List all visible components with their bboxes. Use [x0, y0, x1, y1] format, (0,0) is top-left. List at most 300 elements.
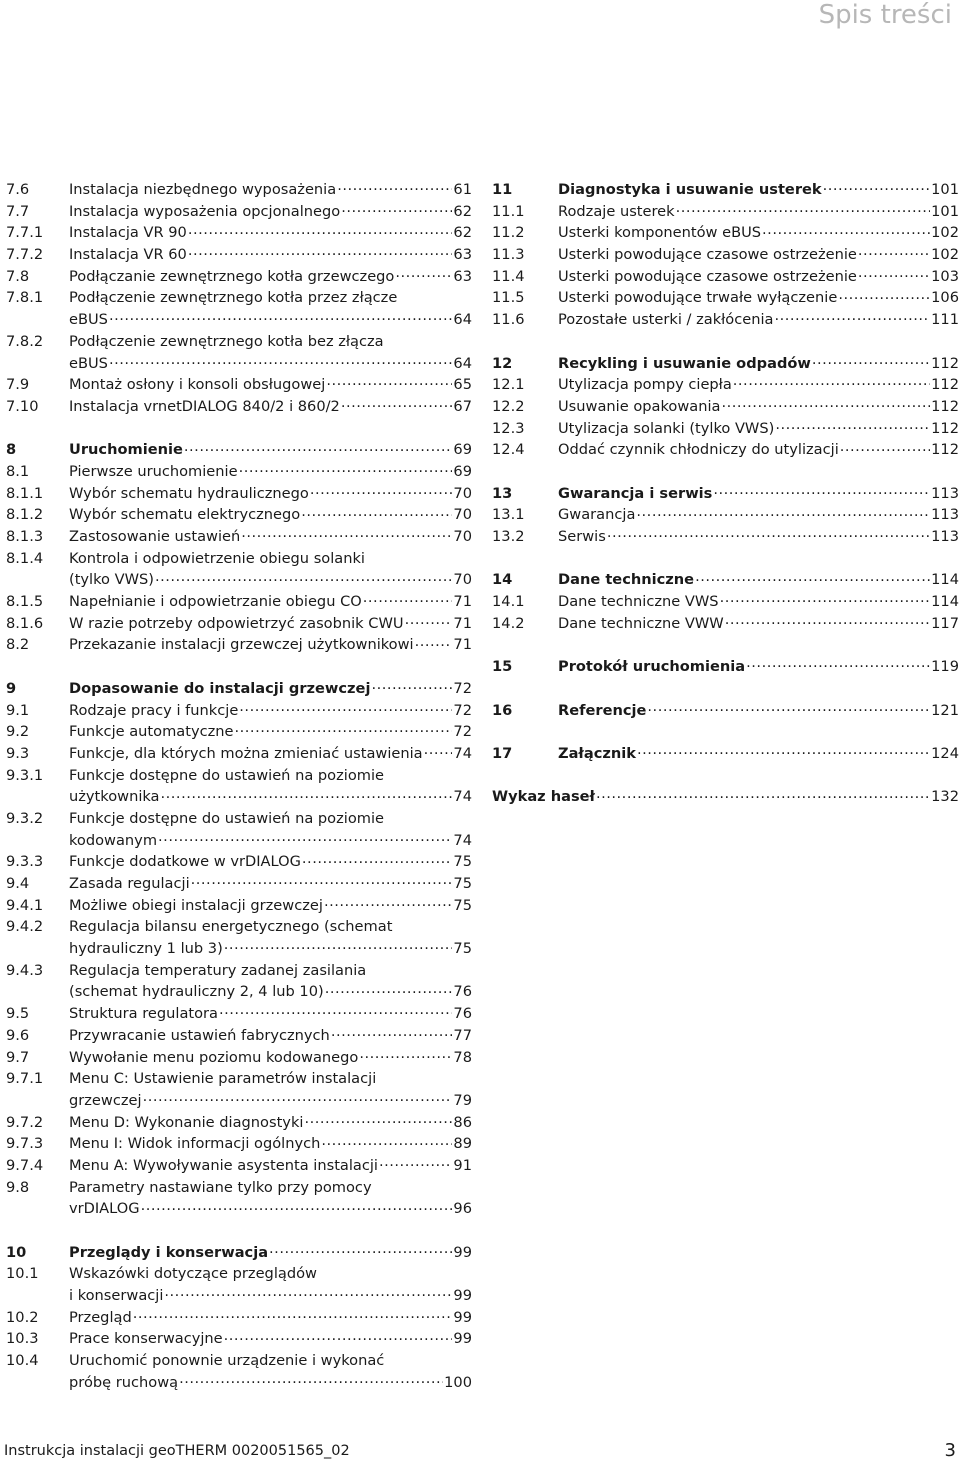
toc-entry-title: i konserwacji [69, 1287, 164, 1305]
toc-entry-continuation[interactable] [6, 353, 472, 375]
toc-entry-number: 9.7 [6, 1048, 30, 1066]
toc-entry-title: Funkcje dodatkowe w vrDIALOG [69, 853, 301, 871]
toc-entry-number: 9.5 [6, 1005, 30, 1023]
toc-entry-title: Napełnianie i odpowietrzanie obiegu CO [69, 593, 362, 611]
toc-entry-title: Wybór schematu elektrycznego [69, 506, 301, 524]
toc-dot-leader [725, 614, 930, 628]
toc-entry-title: Możliwe obiegi instalacji grzewczej [69, 896, 323, 914]
toc-entry-number: 9.3 [6, 744, 30, 762]
toc-entry-page: 65 [453, 376, 472, 394]
toc-entry-title: Struktura regulatora [69, 1005, 219, 1023]
toc-entry-page: 79 [453, 1091, 472, 1109]
toc-entry[interactable] [6, 808, 472, 830]
toc-entry-title: vrDIALOG [69, 1200, 140, 1218]
toc-entry-number: 7.7 [6, 202, 30, 220]
toc-entry-title: Instalacja VR 60 [69, 246, 187, 264]
toc-entry-title: Montaż osłony i konsoli obsługowej [69, 376, 326, 394]
toc-entry[interactable] [6, 1350, 472, 1372]
toc-entry-title: Przeglądy i konserwacja [69, 1243, 269, 1261]
toc-dot-leader [321, 1134, 452, 1148]
toc-entry-number: 11.6 [492, 311, 525, 329]
toc-entry-number: 11.5 [492, 289, 525, 307]
toc-dot-leader [219, 1004, 452, 1018]
toc-entry[interactable] [6, 634, 472, 656]
toc-dot-leader [184, 440, 453, 454]
toc-dot-leader [341, 397, 453, 411]
toc-entry[interactable] [6, 483, 472, 505]
toc-entry-page: 69 [453, 462, 472, 480]
toc-entry[interactable] [6, 1307, 472, 1329]
toc-dot-leader [746, 657, 930, 671]
toc-entry-title: Dane techniczne VWS [558, 593, 719, 611]
toc-dot-leader [415, 635, 453, 649]
toc-dot-leader [188, 245, 453, 259]
toc-dot-leader [224, 1329, 453, 1343]
toc-entry-title: Utylizacja pompy ciepła [558, 376, 732, 394]
toc-entry-continuation[interactable] [6, 786, 472, 808]
toc-dot-leader [141, 1199, 453, 1213]
toc-entry-title: Parametry nastawiane tylko przy pomocy [69, 1178, 372, 1196]
toc-entry-page: 63 [453, 267, 472, 285]
toc-entry-title: Menu C: Ustawienie parametrów instalacji [69, 1070, 377, 1088]
toc-entry[interactable] [6, 504, 472, 526]
toc-entry-number: 7.8.2 [6, 332, 44, 350]
toc-entry-title: Menu D: Wykonanie diagnostyki [69, 1113, 304, 1131]
toc-entry-number: 10 [6, 1243, 27, 1261]
toc-dot-leader [395, 267, 452, 281]
toc-entry[interactable] [6, 591, 472, 613]
toc-entry[interactable] [6, 1177, 472, 1199]
toc-entry[interactable] [492, 526, 959, 548]
toc-entry-title: Przegląd [69, 1308, 132, 1326]
toc-dot-leader [379, 1156, 452, 1170]
toc-entry-number: 9.4.3 [6, 961, 44, 979]
toc-chapter-entry[interactable] [492, 743, 959, 765]
toc-dot-leader [607, 527, 930, 541]
toc-entry[interactable] [6, 721, 472, 743]
toc-dot-leader [775, 419, 930, 433]
toc-dot-leader [301, 505, 452, 519]
toc-entry-page: 121 [931, 701, 959, 719]
toc-entry[interactable] [492, 418, 959, 440]
toc-entry-number: 7.7.1 [6, 224, 44, 242]
toc-entry-page: 71 [453, 636, 472, 654]
toc-entry-number: 9.7.1 [6, 1070, 44, 1088]
toc-entry[interactable] [492, 504, 959, 526]
toc-entry-title: Instalacja vrnetDIALOG 840/2 i 860/2 [69, 397, 340, 415]
toc-entry-page: 75 [453, 853, 472, 871]
toc-entry-page: 69 [453, 441, 472, 459]
toc-entry-title: Uruchomić ponownie urządzenie i wykonać [69, 1352, 385, 1370]
toc-entry-title: Podłączanie zewnętrznego kotła grzewczego [69, 267, 395, 285]
toc-entry-title: Funkcje automatyczne [69, 723, 234, 741]
toc-entry[interactable] [6, 700, 472, 722]
toc-dot-leader [109, 310, 452, 324]
toc-entry-page: 119 [931, 658, 959, 676]
toc-entry-number: 13.1 [492, 506, 525, 524]
toc-entry-number: 7.7.2 [6, 246, 44, 264]
toc-entry-number: 15 [492, 658, 513, 676]
toc-entry-number: 9.1 [6, 701, 30, 719]
toc-entry-page: 112 [931, 419, 959, 437]
toc-dot-leader [179, 1373, 443, 1387]
toc-entry-number: 11.3 [492, 246, 525, 264]
toc-entry[interactable] [6, 1003, 472, 1025]
toc-entry-continuation[interactable] [6, 569, 472, 591]
toc-entry-title: próbę ruchową [69, 1373, 179, 1391]
toc-dot-leader [224, 939, 453, 953]
toc-dot-leader [733, 375, 930, 389]
toc-entry-title: Wskazówki dotyczące przeglądów [69, 1265, 317, 1283]
toc-entry-title: użytkownika [69, 788, 160, 806]
toc-entry-page: 76 [453, 1005, 472, 1023]
toc-dot-leader [812, 354, 930, 368]
toc-entry-continuation[interactable] [6, 938, 472, 960]
toc-chapter-entry[interactable] [492, 353, 959, 375]
toc-entry-page: 71 [453, 593, 472, 611]
toc-entry-page: 102 [931, 224, 959, 242]
toc-dot-leader [858, 245, 930, 259]
toc-entry[interactable] [6, 1155, 472, 1177]
toc-entry-page: 103 [931, 267, 959, 285]
toc-entry-number: 9.4.1 [6, 896, 44, 914]
toc-dot-leader [363, 592, 453, 606]
toc-dot-leader [647, 701, 930, 715]
toc-entry-number: 8.2 [6, 636, 30, 654]
toc-entry-title: Rodzaje usterek [558, 202, 675, 220]
toc-dot-leader [840, 440, 930, 454]
toc-entry-page: 112 [931, 354, 959, 372]
toc-entry-continuation[interactable] [6, 309, 472, 331]
toc-entry-page: 114 [931, 593, 959, 611]
toc-entry-title: Wywołanie menu poziomu kodowanego [69, 1048, 359, 1066]
toc-entry-title: Recykling i usuwanie odpadów [558, 354, 811, 372]
toc-entry-title: Podłączenie zewnętrznego kotła bez złącza [69, 332, 384, 350]
toc-entry-number: 8.1.1 [6, 484, 44, 502]
toc-entry-page: 64 [453, 311, 472, 329]
toc-entry-page: 89 [453, 1135, 472, 1153]
toc-entry-number: 11 [492, 181, 513, 198]
toc-entry-page: 99 [453, 1330, 472, 1348]
toc-entry[interactable] [492, 396, 959, 418]
toc-entry[interactable] [492, 613, 959, 635]
toc-entry-number: 11.2 [492, 224, 525, 242]
toc-entry-number: 9.3.1 [6, 766, 44, 784]
toc-entry-page: 63 [453, 246, 472, 264]
toc-entry-continuation[interactable] [6, 1285, 472, 1307]
toc-dot-leader [241, 527, 452, 541]
toc-entry-title: (schemat hydrauliczny 2, 4 lub 10) [69, 983, 324, 1001]
toc-entry-title: Rodzaje pracy i funkcje [69, 701, 239, 719]
toc-entry-title: Zastosowanie ustawień [69, 528, 241, 545]
toc-entry-title: Menu A: Wywoływanie asystenta instalacji [69, 1156, 378, 1174]
toc-entry-page: 114 [931, 571, 959, 589]
toc-entry[interactable] [6, 1112, 472, 1134]
toc-entry[interactable] [492, 374, 959, 396]
toc-entry-title: Wykaz haseł [492, 788, 595, 806]
toc-dot-leader [304, 1113, 452, 1127]
toc-dot-leader [133, 1308, 453, 1322]
toc-entry-title: Podłączenie zewnętrznego kotła przez złącze [69, 289, 398, 307]
toc-chapter-entry[interactable] [492, 483, 959, 505]
toc-entry-page: 113 [931, 506, 959, 524]
toc-entry[interactable] [6, 1133, 472, 1155]
toc-entry[interactable] [492, 287, 959, 309]
toc-entry-number: 14.2 [492, 614, 525, 632]
toc-entry-number: 8.1.4 [6, 549, 44, 567]
toc-entry-number: 9.3.2 [6, 809, 44, 827]
toc-entry-number: 12.4 [492, 441, 525, 459]
toc-entry[interactable] [6, 1328, 472, 1350]
toc-entry[interactable] [6, 765, 472, 787]
toc-entry[interactable] [492, 309, 959, 331]
toc-dot-leader [359, 1048, 452, 1062]
toc-entry-title: Pierwsze uruchomienie [69, 462, 238, 480]
toc-dot-leader [164, 1286, 452, 1300]
toc-dot-leader [158, 831, 452, 845]
toc-entry-number: 12 [492, 354, 513, 372]
toc-chapter-entry[interactable] [6, 1242, 472, 1264]
toc-entry-number: 9.7.3 [6, 1135, 44, 1153]
toc-entry-number: 9.7.2 [6, 1113, 44, 1131]
toc-entry-number: 14.1 [492, 593, 525, 611]
toc-entry-title: (tylko VWS) [69, 571, 154, 589]
toc-entry-title: Protokół uruchomienia [558, 658, 746, 676]
toc-entry-number: 12.3 [492, 419, 525, 437]
toc-entry-number: 7.8 [6, 267, 30, 285]
toc-entry-page: 61 [453, 181, 472, 198]
toc-entry-page: 99 [453, 1287, 472, 1305]
toc-dot-leader [720, 592, 931, 606]
toc-entry[interactable] [6, 613, 472, 635]
toc-entry[interactable] [492, 201, 959, 223]
toc-entry[interactable] [6, 526, 472, 548]
toc-entry[interactable] [6, 916, 472, 938]
toc-dot-leader [324, 896, 452, 910]
toc-entry-page: 96 [453, 1200, 472, 1218]
toc-entry-page: 78 [453, 1048, 472, 1066]
toc-entry-number: 10.3 [6, 1330, 39, 1348]
toc-dot-leader [302, 852, 453, 866]
toc-dot-leader [331, 1026, 453, 1040]
toc-entry-number: 10.1 [6, 1265, 39, 1283]
toc-dot-leader [337, 180, 452, 194]
toc-dot-leader [721, 397, 930, 411]
toc-entry-page: 67 [453, 397, 472, 415]
toc-entry-number: 10.4 [6, 1352, 39, 1370]
toc-entry-title: grzewczej [69, 1091, 142, 1109]
toc-entry-continuation[interactable] [6, 830, 472, 852]
toc-entry[interactable] [6, 331, 472, 353]
toc-entry-title: Usterki powodujące czasowe ostrzeżenie [558, 246, 857, 264]
toc-entry-title: Serwis [558, 528, 606, 545]
toc-entry-title: Funkcje dostępne do ustawień na poziomie [69, 766, 384, 784]
toc-entry-title: Usterki powodujące trwałe wyłączenie [558, 289, 838, 307]
toc-dot-leader [596, 787, 930, 801]
toc-entry-title: kodowanym [69, 831, 158, 849]
toc-dot-leader [838, 288, 930, 302]
toc-entry[interactable] [6, 1263, 472, 1285]
toc-chapter-entry[interactable] [6, 678, 472, 700]
toc-entry[interactable] [6, 548, 472, 570]
footer-page-number: 3 [944, 1440, 956, 1461]
toc-dot-leader [424, 744, 453, 758]
toc-dot-leader [695, 570, 930, 584]
toc-entry[interactable] [6, 960, 472, 982]
toc-chapter-entry[interactable] [492, 700, 959, 722]
toc-entry[interactable] [492, 222, 959, 244]
toc-entry-page: 62 [453, 224, 472, 242]
toc-dot-leader [143, 1091, 453, 1105]
toc-entry-number: 7.9 [6, 376, 30, 394]
toc-entry[interactable] [6, 873, 472, 895]
toc-entry-number: 9 [6, 679, 17, 697]
toc-entry-page: 102 [931, 246, 959, 264]
toc-entry-number: 13 [492, 484, 513, 502]
toc-entry-continuation[interactable] [6, 1198, 472, 1220]
toc-dot-leader [239, 701, 452, 715]
toc-entry-page: 124 [931, 744, 959, 762]
toc-dot-leader [637, 744, 930, 758]
toc-entry[interactable] [6, 1025, 472, 1047]
toc-entry-number: 12.2 [492, 397, 525, 415]
toc-entry-continuation[interactable] [6, 981, 472, 1003]
toc-entry-number: 11.4 [492, 267, 525, 285]
toc-entry-title: Regulacja temperatury zadanej zasilania [69, 961, 367, 979]
toc-entry[interactable] [492, 244, 959, 266]
toc-entry-number: 8.1.3 [6, 528, 44, 545]
toc-entry-number: 9.7.4 [6, 1156, 44, 1174]
toc-entry-title: Dane techniczne VWW [558, 614, 724, 632]
toc-chapter-entry[interactable] [492, 569, 959, 591]
toc-chapter-entry[interactable] [492, 656, 959, 678]
toc-entry-title: Regulacja bilansu energetycznego (schemat [69, 918, 393, 936]
toc-entry-number: 7.6 [6, 181, 30, 198]
toc-chapter-entry[interactable] [492, 179, 959, 201]
toc-entry[interactable] [6, 201, 472, 223]
toc-entry-number: 9.4 [6, 875, 30, 892]
toc-entry-continuation[interactable] [6, 1372, 472, 1394]
toc-entry[interactable] [6, 287, 472, 309]
toc-entry-page: 74 [453, 831, 472, 849]
toc-entry[interactable] [6, 743, 472, 765]
toc-entry-page: 72 [453, 679, 472, 697]
toc-entry-title: Gwarancja [558, 506, 636, 524]
toc-entry-title: Referencje [558, 701, 647, 719]
toc-dot-leader [774, 310, 930, 324]
toc-entry[interactable] [6, 1047, 472, 1069]
toc-entry[interactable] [6, 851, 472, 873]
toc-entry[interactable] [6, 179, 472, 201]
toc-dot-leader [636, 505, 930, 519]
toc-chapter-entry[interactable] [6, 439, 472, 461]
toc-entry-title: Uruchomienie [69, 441, 183, 459]
toc-entry-number: 8.1.5 [6, 593, 44, 611]
toc-entry-page: 101 [931, 181, 959, 198]
toc-entry-page: 70 [453, 571, 472, 589]
toc-entry-number: 9.2 [6, 723, 30, 741]
toc-entry-number: 8.1.2 [6, 506, 44, 524]
toc-entry-page: 112 [931, 441, 959, 459]
toc-entry-title: Przekazanie instalacji grzewczej użytkownikowi [69, 636, 414, 654]
toc-entry[interactable] [492, 439, 959, 461]
toc-dot-leader [155, 570, 452, 584]
toc-entry[interactable] [6, 222, 472, 244]
toc-entry-title: Funkcje dostępne do ustawień na poziomie [69, 809, 384, 827]
toc-chapter-entry[interactable] [492, 786, 959, 808]
toc-entry-number: 16 [492, 701, 513, 719]
toc-entry[interactable] [492, 591, 959, 613]
toc-dot-leader [310, 484, 453, 498]
toc-dot-leader [405, 614, 453, 628]
toc-dot-leader [191, 874, 453, 888]
toc-dot-leader [713, 484, 930, 498]
toc-dot-leader [325, 982, 453, 996]
toc-entry-page: 71 [453, 614, 472, 632]
toc-entry-title: W razie potrzeby odpowietrzyć zasobnik CWU [69, 614, 404, 632]
toc-entry[interactable] [492, 266, 959, 288]
toc-dot-leader [269, 1243, 452, 1257]
toc-dot-leader [858, 267, 930, 281]
toc-entry[interactable] [6, 374, 472, 396]
toc-entry[interactable] [6, 244, 472, 266]
toc-entry-page: 72 [453, 701, 472, 719]
toc-entry[interactable] [6, 396, 472, 418]
toc-entry-number: 10.2 [6, 1308, 39, 1326]
toc-entry-title: Menu I: Widok informacji ogólnych [69, 1135, 321, 1153]
toc-dot-leader [326, 375, 452, 389]
toc-entry-title: Kontrola i odpowietrzenie obiegu solanki [69, 549, 365, 567]
toc-entry-title: Pozostałe usterki / zakłócenia [558, 311, 774, 329]
toc-entry[interactable] [6, 266, 472, 288]
toc-dot-leader [161, 787, 453, 801]
toc-entry-page: 70 [453, 506, 472, 524]
toc-entry-title: Wybór schematu hydraulicznego [69, 484, 309, 502]
toc-entry[interactable] [6, 895, 472, 917]
toc-entry-page: 100 [444, 1373, 472, 1391]
toc-entry-number: 8.1 [6, 462, 30, 480]
toc-dot-leader [109, 354, 452, 368]
toc-entry-number: 7.8.1 [6, 289, 44, 307]
toc-entry-title: Funkcje, dla których można zmieniać ustawienia [69, 744, 423, 762]
toc-entry-page: 101 [931, 202, 959, 220]
toc-entry-page: 64 [453, 354, 472, 372]
toc-entry-page: 113 [931, 484, 959, 502]
toc-dot-leader [762, 223, 930, 237]
toc-entry-page: 112 [931, 397, 959, 415]
toc-entry-page: 132 [931, 788, 959, 806]
toc-entry-page: 75 [453, 896, 472, 914]
toc-entry-page: 76 [453, 983, 472, 1001]
toc-entry-title: Usuwanie opakowania [558, 397, 721, 415]
toc-entry-number: 9.4.2 [6, 918, 44, 936]
toc-entry-number: 8 [6, 441, 17, 459]
toc-entry[interactable] [6, 461, 472, 483]
toc-dot-leader [341, 202, 452, 216]
toc-entry[interactable] [6, 1068, 472, 1090]
toc-entry-title: Instalacja wyposażenia opcjonalnego [69, 202, 341, 220]
toc-entry-continuation[interactable] [6, 1090, 472, 1112]
toc-dot-leader [371, 679, 452, 693]
toc-entry-number: 12.1 [492, 376, 525, 394]
toc-entry-title: Załącznik [558, 744, 636, 762]
toc-entry-title: eBUS [69, 311, 108, 329]
toc-entry-title: hydrauliczny 1 lub 3) [69, 940, 223, 958]
toc-entry-page: 112 [931, 376, 959, 394]
toc-entry-page: 75 [453, 940, 472, 958]
toc-dot-leader [235, 722, 453, 736]
toc-entry-title: Utylizacja solanki (tylko VWS) [558, 419, 775, 437]
